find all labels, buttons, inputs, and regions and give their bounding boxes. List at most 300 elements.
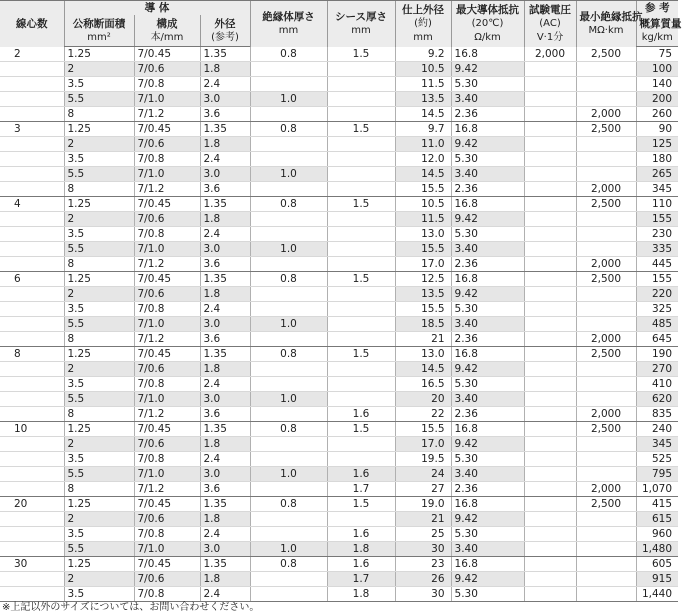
cell-insulation-thickness <box>250 362 327 377</box>
cell-nominal-area: 8 <box>64 257 134 272</box>
cell-sheath-thickness <box>327 227 395 242</box>
cell-min-insulation <box>576 167 636 182</box>
cell-construction: 7/1.2 <box>134 407 200 422</box>
cell-sheath-thickness: 1.7 <box>327 482 395 497</box>
cell-max-resistance: 3.40 <box>451 467 524 482</box>
cell-min-insulation: 2,000 <box>576 482 636 497</box>
cell-nominal-area: 5.5 <box>64 317 134 332</box>
cell-min-insulation: 2,000 <box>576 257 636 272</box>
cell-min-insulation: 2,500 <box>576 47 636 62</box>
cell-min-insulation: 2,500 <box>576 197 636 212</box>
cell-sheath-thickness <box>327 137 395 152</box>
cell-nominal-area: 8 <box>64 332 134 347</box>
cell-min-insulation <box>576 302 636 317</box>
cell-construction: 7/0.8 <box>134 527 200 542</box>
cell-outer-dia: 1.8 <box>200 572 250 587</box>
cell-max-resistance: 2.36 <box>451 257 524 272</box>
cell-cores <box>0 482 64 497</box>
cell-finished-dia: 18.5 <box>395 317 451 332</box>
cell-outer-dia: 2.4 <box>200 227 250 242</box>
cell-construction: 7/0.8 <box>134 302 200 317</box>
cell-test-voltage <box>524 572 576 587</box>
header-conductor: 導 体 <box>64 1 250 16</box>
cell-max-resistance: 3.40 <box>451 392 524 407</box>
cell-weight: 265 <box>636 167 678 182</box>
cell-sheath-thickness: 1.5 <box>327 422 395 437</box>
cell-insulation-thickness <box>250 137 327 152</box>
cell-finished-dia: 15.5 <box>395 242 451 257</box>
cell-cores <box>0 572 64 587</box>
cell-finished-dia: 9.2 <box>395 47 451 62</box>
table-row <box>0 452 678 467</box>
cell-weight: 230 <box>636 227 678 242</box>
cell-max-resistance: 16.8 <box>451 497 524 512</box>
table-body <box>0 47 678 602</box>
cell-construction: 7/0.8 <box>134 587 200 602</box>
cell-nominal-area: 1.25 <box>64 272 134 287</box>
footnote: ※上記以外のサイズについては、お問い合わせください。 <box>2 602 260 613</box>
cell-finished-dia: 19.5 <box>395 452 451 467</box>
cell-insulation-thickness <box>250 437 327 452</box>
cell-sheath-thickness <box>327 167 395 182</box>
cell-sheath-thickness <box>327 317 395 332</box>
cell-weight: 960 <box>636 527 678 542</box>
cell-cores: 20 <box>0 497 64 512</box>
table-row <box>0 527 678 542</box>
cell-test-voltage <box>524 62 576 77</box>
cell-nominal-area: 3.5 <box>64 587 134 602</box>
cell-test-voltage <box>524 137 576 152</box>
cell-cores <box>0 317 64 332</box>
cell-nominal-area: 2 <box>64 362 134 377</box>
cell-cores: 3 <box>0 122 64 137</box>
cell-min-insulation <box>576 152 636 167</box>
cell-sheath-thickness <box>327 362 395 377</box>
cell-max-resistance: 16.8 <box>451 557 524 572</box>
cell-construction: 7/0.6 <box>134 137 200 152</box>
cell-finished-dia: 20 <box>395 392 451 407</box>
cell-cores <box>0 77 64 92</box>
cell-cores <box>0 287 64 302</box>
cell-finished-dia: 12.0 <box>395 152 451 167</box>
table-row <box>0 257 678 272</box>
cell-weight: 325 <box>636 302 678 317</box>
cell-weight: 100 <box>636 62 678 77</box>
cell-construction: 7/0.6 <box>134 212 200 227</box>
cell-sheath-thickness <box>327 332 395 347</box>
cell-finished-dia: 30 <box>395 542 451 557</box>
table-row <box>0 182 678 197</box>
cell-construction: 7/0.6 <box>134 287 200 302</box>
cell-min-insulation <box>576 77 636 92</box>
header-finished-dia: 仕上外径 (約) mm <box>395 1 451 47</box>
cell-construction: 7/0.45 <box>134 422 200 437</box>
header-outer-dia: 外径 (参考) <box>200 15 250 47</box>
table-row <box>0 47 678 62</box>
cell-weight: 915 <box>636 572 678 587</box>
cell-finished-dia: 30 <box>395 587 451 602</box>
cell-finished-dia: 21 <box>395 512 451 527</box>
cell-insulation-thickness <box>250 182 327 197</box>
header-test-voltage: 試験電圧 (AC) V·1分 <box>524 1 576 47</box>
cell-cores <box>0 107 64 122</box>
cell-sheath-thickness <box>327 77 395 92</box>
cell-insulation-thickness <box>250 587 327 602</box>
cell-test-voltage <box>524 302 576 317</box>
cell-weight: 110 <box>636 197 678 212</box>
cell-construction: 7/1.2 <box>134 107 200 122</box>
cell-min-insulation <box>576 452 636 467</box>
cell-finished-dia: 15.5 <box>395 422 451 437</box>
table-row <box>0 122 678 137</box>
cell-insulation-thickness <box>250 212 327 227</box>
cell-min-insulation <box>576 467 636 482</box>
cell-min-insulation: 2,000 <box>576 332 636 347</box>
cell-construction: 7/0.45 <box>134 197 200 212</box>
table-row <box>0 437 678 452</box>
cell-finished-dia: 21 <box>395 332 451 347</box>
cell-outer-dia: 3.6 <box>200 407 250 422</box>
cell-nominal-area: 5.5 <box>64 92 134 107</box>
cell-weight: 335 <box>636 242 678 257</box>
cell-construction: 7/0.45 <box>134 347 200 362</box>
cell-nominal-area: 3.5 <box>64 152 134 167</box>
cell-max-resistance: 9.42 <box>451 137 524 152</box>
cell-finished-dia: 11.5 <box>395 212 451 227</box>
cell-weight: 835 <box>636 407 678 422</box>
cell-sheath-thickness <box>327 212 395 227</box>
cell-weight: 240 <box>636 422 678 437</box>
cell-weight: 190 <box>636 347 678 362</box>
cell-sheath-thickness <box>327 182 395 197</box>
cell-insulation-thickness: 1.0 <box>250 317 327 332</box>
table-row <box>0 317 678 332</box>
cell-weight: 220 <box>636 287 678 302</box>
cell-cores: 4 <box>0 197 64 212</box>
cell-sheath-thickness <box>327 287 395 302</box>
cell-max-resistance: 9.42 <box>451 212 524 227</box>
cell-construction: 7/1.0 <box>134 542 200 557</box>
cell-test-voltage <box>524 107 576 122</box>
cell-cores <box>0 212 64 227</box>
cell-min-insulation: 2,500 <box>576 422 636 437</box>
cell-insulation-thickness: 0.8 <box>250 497 327 512</box>
cell-max-resistance: 3.40 <box>451 242 524 257</box>
cell-nominal-area: 5.5 <box>64 467 134 482</box>
cell-cores <box>0 512 64 527</box>
cell-sheath-thickness <box>327 392 395 407</box>
cell-insulation-thickness <box>250 257 327 272</box>
cell-finished-dia: 10.5 <box>395 62 451 77</box>
cell-test-voltage <box>524 527 576 542</box>
cell-sheath-thickness <box>327 437 395 452</box>
cell-finished-dia: 14.5 <box>395 107 451 122</box>
header-cores: 線心数 <box>0 1 64 47</box>
cell-outer-dia: 3.0 <box>200 92 250 107</box>
cell-construction: 7/0.45 <box>134 497 200 512</box>
cell-cores <box>0 62 64 77</box>
table-row <box>0 377 678 392</box>
table-row <box>0 77 678 92</box>
cell-test-voltage <box>524 122 576 137</box>
cell-test-voltage <box>524 407 576 422</box>
cell-outer-dia: 3.6 <box>200 182 250 197</box>
cell-construction: 7/1.0 <box>134 317 200 332</box>
cell-nominal-area: 1.25 <box>64 347 134 362</box>
table-row <box>0 152 678 167</box>
cell-max-resistance: 16.8 <box>451 47 524 62</box>
cell-nominal-area: 3.5 <box>64 452 134 467</box>
cell-finished-dia: 13.5 <box>395 287 451 302</box>
cell-nominal-area: 8 <box>64 107 134 122</box>
table-row <box>0 242 678 257</box>
cell-max-resistance: 9.42 <box>451 512 524 527</box>
cell-max-resistance: 3.40 <box>451 542 524 557</box>
cell-finished-dia: 27 <box>395 482 451 497</box>
cell-sheath-thickness: 1.7 <box>327 572 395 587</box>
cell-nominal-area: 5.5 <box>64 242 134 257</box>
cell-finished-dia: 17.0 <box>395 437 451 452</box>
cell-weight: 645 <box>636 332 678 347</box>
cell-finished-dia: 16.5 <box>395 377 451 392</box>
cell-nominal-area: 2 <box>64 62 134 77</box>
cell-nominal-area: 3.5 <box>64 302 134 317</box>
cell-max-resistance: 5.30 <box>451 527 524 542</box>
cell-weight: 140 <box>636 77 678 92</box>
header-min-insulation: 最小絶縁抵抗 MΩ·km <box>576 1 636 47</box>
cell-outer-dia: 2.4 <box>200 527 250 542</box>
cell-construction: 7/0.8 <box>134 227 200 242</box>
cell-nominal-area: 2 <box>64 572 134 587</box>
table-row <box>0 392 678 407</box>
cell-insulation-thickness <box>250 107 327 122</box>
cell-min-insulation: 2,500 <box>576 122 636 137</box>
table-row <box>0 542 678 557</box>
cell-insulation-thickness: 1.0 <box>250 542 327 557</box>
cell-cores <box>0 92 64 107</box>
cell-construction: 7/1.0 <box>134 467 200 482</box>
cell-test-voltage <box>524 152 576 167</box>
cell-finished-dia: 26 <box>395 572 451 587</box>
cell-max-resistance: 2.36 <box>451 107 524 122</box>
cell-nominal-area: 3.5 <box>64 377 134 392</box>
cell-finished-dia: 13.0 <box>395 227 451 242</box>
cell-cores <box>0 437 64 452</box>
cell-max-resistance: 5.30 <box>451 227 524 242</box>
cell-finished-dia: 25 <box>395 527 451 542</box>
cell-sheath-thickness <box>327 242 395 257</box>
cell-weight: 525 <box>636 452 678 467</box>
cell-finished-dia: 9.7 <box>395 122 451 137</box>
cell-weight: 410 <box>636 377 678 392</box>
cell-test-voltage <box>524 467 576 482</box>
cell-sheath-thickness: 1.5 <box>327 197 395 212</box>
cell-outer-dia: 1.8 <box>200 212 250 227</box>
cell-nominal-area: 5.5 <box>64 392 134 407</box>
cell-outer-dia: 3.6 <box>200 332 250 347</box>
cell-outer-dia: 1.8 <box>200 287 250 302</box>
cell-insulation-thickness: 0.8 <box>250 197 327 212</box>
cell-construction: 7/0.45 <box>134 122 200 137</box>
cell-insulation-thickness: 1.0 <box>250 92 327 107</box>
cell-min-insulation <box>576 557 636 572</box>
cell-min-insulation <box>576 317 636 332</box>
cell-insulation-thickness: 0.8 <box>250 122 327 137</box>
cell-construction: 7/1.0 <box>134 392 200 407</box>
cell-min-insulation <box>576 437 636 452</box>
cell-outer-dia: 1.8 <box>200 437 250 452</box>
cell-construction: 7/1.2 <box>134 182 200 197</box>
cell-outer-dia: 1.35 <box>200 122 250 137</box>
cell-finished-dia: 17.0 <box>395 257 451 272</box>
cell-insulation-thickness: 1.0 <box>250 467 327 482</box>
cell-max-resistance: 9.42 <box>451 572 524 587</box>
cell-max-resistance: 5.30 <box>451 377 524 392</box>
table-row <box>0 137 678 152</box>
cell-insulation-thickness <box>250 407 327 422</box>
cell-sheath-thickness: 1.6 <box>327 557 395 572</box>
cell-finished-dia: 24 <box>395 467 451 482</box>
cell-test-voltage <box>524 542 576 557</box>
cell-construction: 7/0.6 <box>134 512 200 527</box>
cell-sheath-thickness: 1.6 <box>327 527 395 542</box>
header-reference: 参 考 <box>636 1 678 16</box>
cell-max-resistance: 9.42 <box>451 287 524 302</box>
cell-sheath-thickness: 1.5 <box>327 47 395 62</box>
cell-test-voltage <box>524 497 576 512</box>
cell-cores <box>0 302 64 317</box>
cell-construction: 7/0.8 <box>134 152 200 167</box>
cell-min-insulation <box>576 527 636 542</box>
cell-outer-dia: 1.35 <box>200 347 250 362</box>
cell-construction: 7/1.0 <box>134 242 200 257</box>
cell-min-insulation: 2,000 <box>576 182 636 197</box>
cell-max-resistance: 16.8 <box>451 122 524 137</box>
cell-test-voltage <box>524 362 576 377</box>
cell-outer-dia: 3.0 <box>200 392 250 407</box>
table-row <box>0 362 678 377</box>
cell-outer-dia: 3.0 <box>200 242 250 257</box>
cell-outer-dia: 2.4 <box>200 587 250 602</box>
cell-max-resistance: 9.42 <box>451 62 524 77</box>
cell-max-resistance: 5.30 <box>451 152 524 167</box>
header-construction: 構成 本/mm <box>134 15 200 47</box>
cell-min-insulation <box>576 392 636 407</box>
cell-outer-dia: 3.6 <box>200 107 250 122</box>
cell-nominal-area: 2 <box>64 512 134 527</box>
cell-max-resistance: 3.40 <box>451 92 524 107</box>
cell-finished-dia: 13.0 <box>395 347 451 362</box>
cell-max-resistance: 9.42 <box>451 437 524 452</box>
cell-finished-dia: 12.5 <box>395 272 451 287</box>
cell-weight: 485 <box>636 317 678 332</box>
cell-cores: 10 <box>0 422 64 437</box>
cell-weight: 615 <box>636 512 678 527</box>
cell-outer-dia: 3.0 <box>200 542 250 557</box>
cell-weight: 345 <box>636 437 678 452</box>
cell-nominal-area: 2 <box>64 437 134 452</box>
cell-max-resistance: 2.36 <box>451 182 524 197</box>
header-insulation: 絶縁体厚さ mm <box>250 1 327 47</box>
table-row <box>0 227 678 242</box>
cell-test-voltage <box>524 332 576 347</box>
cell-max-resistance: 5.30 <box>451 587 524 602</box>
table-row <box>0 497 678 512</box>
cell-test-voltage: 2,000 <box>524 47 576 62</box>
cell-outer-dia: 1.8 <box>200 137 250 152</box>
cell-outer-dia: 2.4 <box>200 377 250 392</box>
cell-cores <box>0 152 64 167</box>
cell-finished-dia: 11.0 <box>395 137 451 152</box>
cell-finished-dia: 14.5 <box>395 362 451 377</box>
cell-test-voltage <box>524 272 576 287</box>
cell-min-insulation <box>576 137 636 152</box>
cell-min-insulation <box>576 92 636 107</box>
cell-test-voltage <box>524 77 576 92</box>
cell-min-insulation: 2,000 <box>576 407 636 422</box>
cell-construction: 7/1.0 <box>134 167 200 182</box>
cell-weight: 345 <box>636 182 678 197</box>
cell-insulation-thickness: 0.8 <box>250 47 327 62</box>
cell-insulation-thickness <box>250 77 327 92</box>
cell-max-resistance: 16.8 <box>451 347 524 362</box>
cell-construction: 7/0.45 <box>134 272 200 287</box>
cell-cores <box>0 452 64 467</box>
cell-test-voltage <box>524 347 576 362</box>
table-row <box>0 287 678 302</box>
cell-construction: 7/0.6 <box>134 62 200 77</box>
cell-weight: 155 <box>636 272 678 287</box>
table-row <box>0 332 678 347</box>
cell-finished-dia: 22 <box>395 407 451 422</box>
table-row <box>0 572 678 587</box>
cell-construction: 7/1.2 <box>134 482 200 497</box>
cell-sheath-thickness <box>327 62 395 77</box>
cell-cores <box>0 332 64 347</box>
cell-outer-dia: 3.0 <box>200 467 250 482</box>
cell-cores <box>0 467 64 482</box>
cell-min-insulation <box>576 587 636 602</box>
table-row <box>0 197 678 212</box>
cell-sheath-thickness <box>327 92 395 107</box>
cell-insulation-thickness <box>250 152 327 167</box>
cell-test-voltage <box>524 227 576 242</box>
cell-min-insulation: 2,500 <box>576 272 636 287</box>
cell-outer-dia: 2.4 <box>200 452 250 467</box>
cell-insulation-thickness: 1.0 <box>250 167 327 182</box>
cell-min-insulation <box>576 227 636 242</box>
cell-construction: 7/0.6 <box>134 437 200 452</box>
cell-construction: 7/0.8 <box>134 77 200 92</box>
cell-nominal-area: 1.25 <box>64 122 134 137</box>
cell-weight: 155 <box>636 212 678 227</box>
cell-min-insulation <box>576 542 636 557</box>
table-row <box>0 107 678 122</box>
cell-insulation-thickness <box>250 572 327 587</box>
cell-test-voltage <box>524 212 576 227</box>
cell-test-voltage <box>524 392 576 407</box>
cell-nominal-area: 1.25 <box>64 557 134 572</box>
cell-cores <box>0 542 64 557</box>
cell-nominal-area: 1.25 <box>64 497 134 512</box>
cell-cores: 30 <box>0 557 64 572</box>
cell-sheath-thickness: 1.6 <box>327 467 395 482</box>
cell-max-resistance: 5.30 <box>451 77 524 92</box>
cell-cores <box>0 242 64 257</box>
cell-sheath-thickness <box>327 377 395 392</box>
cell-test-voltage <box>524 587 576 602</box>
cell-weight: 445 <box>636 257 678 272</box>
